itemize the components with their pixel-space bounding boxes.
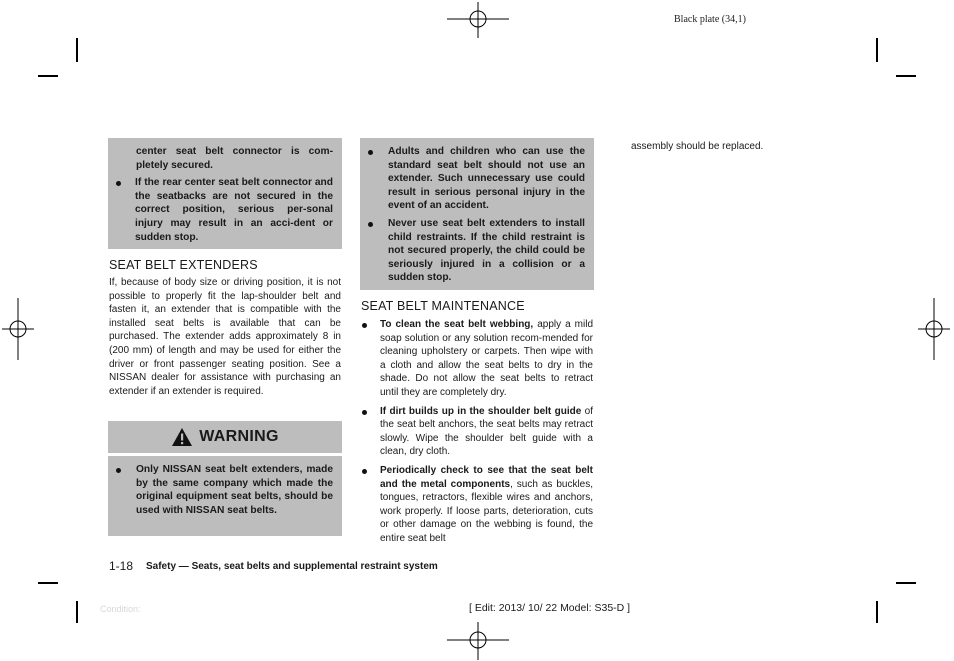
crop-mark	[76, 38, 78, 62]
item-text: , such as buckles, tongues, retractors, flexible wires and anchors, work properly. If loose parts, deterioration, cuts or other damage on the webbing is found, the entire seat belt	[380, 478, 594, 544]
registration-mark-icon	[447, 2, 509, 38]
warning-body	[108, 456, 342, 536]
bullet-icon	[368, 222, 373, 227]
bullet-icon	[116, 181, 121, 186]
warning-header	[108, 421, 342, 453]
list-item	[360, 213, 594, 285]
registration-mark-icon	[918, 298, 950, 360]
warning-title: WARNING	[199, 428, 279, 445]
bullet-icon	[362, 410, 367, 415]
bullet-icon	[368, 150, 373, 155]
page-number: 1-18	[109, 559, 134, 573]
registration-mark-icon	[2, 298, 34, 360]
caution-box	[360, 138, 594, 290]
crop-mark	[876, 601, 878, 623]
crop-mark	[38, 75, 58, 77]
crop-mark	[896, 75, 916, 77]
bullet-text: If the rear center seat belt connector and the seatbacks are not secured in the correct position, serious per-sonal injury may result in an acci-dent or sudden stop.	[135, 177, 333, 243]
bullet-icon	[362, 323, 367, 328]
list-item	[108, 176, 342, 244]
box-continuation-text: center seat belt connector is com-pletely secured.	[136, 146, 333, 171]
list-item	[361, 318, 593, 400]
item-lead: To clean the seat belt webbing,	[380, 319, 534, 330]
bullet-text: Adults and children who can use the standard seat belt should not use an extender. Such unnecessary use could result in serious personal injury in the event of an accident.	[388, 146, 585, 212]
list-item	[108, 456, 342, 517]
plate-label: Black plate (34,1)	[674, 14, 746, 25]
bullet-icon	[362, 469, 367, 474]
continuation-text: assembly should be replaced.	[631, 141, 764, 152]
bullet-text: Never use seat belt extenders to install child restraints. If the child restraint is not secured properly, the child could be seriously injured in a collision or a sudden stop.	[388, 217, 585, 284]
crop-mark	[76, 601, 78, 623]
item-lead: Periodically check to see that the seat belt and the metal components	[380, 464, 593, 490]
item-text: of the seat belt anchors, the seat belts may retract slowly. Wipe the shoulder belt guide with a clean, dry cloth.	[380, 405, 593, 458]
chapter-title: Safety — Seats, seat belts and supplemental restraint system	[146, 561, 438, 572]
registration-mark-icon	[447, 622, 509, 660]
list-item	[361, 405, 593, 459]
section-title: SEAT BELT MAINTENANCE	[361, 299, 525, 313]
list-item	[361, 464, 593, 546]
edit-info: [ Edit: 2013/ 10/ 22 Model: S35-D ]	[469, 602, 631, 614]
maintenance-list	[361, 318, 593, 551]
list-item	[360, 138, 594, 213]
item-text: apply a mild soap solution or any solution recom-mended for cleaning upholstery or carpets. Then wipe with a cloth and allow the seat belts to dry in the shade. Do not allow the seat belts to retract until they are completely dry.	[380, 319, 593, 398]
crop-mark	[896, 582, 916, 584]
condition-label: Condition:	[100, 604, 141, 614]
item-lead: If dirt builds up in the shoulder belt guide	[380, 405, 582, 417]
body-paragraph: If, because of body size or driving position, it is not possible to properly fit the lap-shoulder belt and fasten it, an extender that is compatible with the installed seat belts is available that can be purchased. The extender adds approximately 8 in (200 mm) of length and may be used for either the driver or front passenger seating position. See a NISSAN dealer for assistance with purchasing an extender if an extender is required.	[109, 277, 341, 397]
bullet-icon	[116, 468, 121, 473]
warning-triangle-icon	[171, 427, 193, 447]
crop-mark	[38, 582, 58, 584]
crop-mark	[876, 38, 878, 62]
caution-box-continued	[108, 138, 342, 249]
bullet-text: Only NISSAN seat belt extenders, made by the same company which made the original equipment seat belts, should be used with NISSAN seat belts.	[136, 464, 333, 516]
section-title: SEAT BELT EXTENDERS	[109, 258, 258, 272]
